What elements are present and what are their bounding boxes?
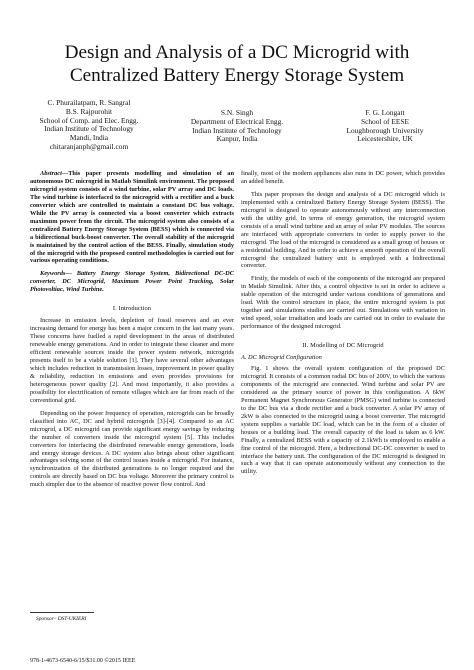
subsection-heading: A. DC Microgrid Configuration: [241, 354, 322, 362]
body-paragraph: This paper proposes the design and analysis of a DC microgrid which is implemented with a centralized Battery Energy Storage System (BESS). The microgrid is designed to operate autonomously without any interconnection with the utility grid. In terms of energy generation, the microgrid system consists of a small wind turbine and an array of solar PV modules. The sources are interfaced with appropriate converters in order to supply power to the microgrid. The load of the microgrid is considered as a small group of houses or a residential building. And in order to achieve a smooth operation of the overall microgrid the centralized battery unit is employed with a bidirectional converter.: [241, 190, 445, 270]
author-2: [162, 109, 312, 144]
keywords-label: Keywords: [40, 270, 66, 278]
body-paragraph: Depending on the power frequency of operation, microgrids can be broadly classified into AC, DC and hybrid microgrids [3]-[4]. Compared to an AC microgrid, a DC microgrid can provide significant energy savings by reducing the number of converters inside the microgrid system [5]. This includes converters for interfacing the distributed renewable energy generations, loads and energy storage devices. A DC system also brings about other significant advantages solving some of the control issues inside a microgrid. For instance, synchronization of the distributed generations is no longer required and the controls are directly based on DC bus voltage. Moreover the primary control is much simpler due to the absence of reactive power flow control. And: [30, 409, 234, 489]
author-1: [14, 99, 164, 152]
section-heading: II. Modelling of DC Microgrid: [302, 342, 384, 350]
left-column: [30, 170, 234, 494]
author-2-affiliation: Department of Electrical Engg. Indian Institute of Technology Kanpur, India: [190, 116, 284, 144]
body-paragraph: Firstly, the models of each of the components of the microgrid are prepared in Matlab Simulink. After this, a control objective is set in order to achieve a stable operation of the microgrid under various conditions of generations and load. With the control structure in place, the entire microgrid system is put together and simulations studies are carried out. Simulations with variation in wind speed, solar irradiation and loads are carried out in order to evaluate the performance of the designed microgrid.: [241, 275, 445, 331]
author-3-affiliation: School of EESE Loughborough University Leicestershire, UK: [346, 116, 424, 144]
author-2-name: S.N. Singh: [220, 108, 254, 117]
author-3-name: F. G. Longatt: [365, 108, 405, 117]
copyright-footer: 978-1-4673-6540-6/15/$31.00 ©2015 IEEE: [30, 658, 136, 664]
section-heading: I. Introduction: [112, 305, 152, 313]
author-block: [14, 99, 460, 159]
body-paragraph: finally, most of the modern appliances also runs in DC power, which provides an added benefit.: [241, 170, 445, 185]
abstract-label: Abstract: [40, 170, 62, 177]
right-column: [241, 170, 445, 481]
footnote: Sponsor– DST-UKIERI: [36, 616, 87, 622]
keywords-paragraph: [30, 270, 234, 294]
abstract-text: —This paper presents modelling and simulation of an autonomous DC microgrid in Matlab Simulink environment. The proposed microgrid system consists of a wind turbine, solar PV array and DC loads. The wind turbine is interfaced to the microgrid with a rectifier and a buck converter which are controlled to maintain a constant DC bus voltage. While the PV array is connected via a boost converter which extracts maximum power from the circuit. The microgrid system also consists of a centralized Battery Energy Storage System (BESS) which is connected via a bidirectional buck-boost converter. The overall stability of the microgrid is maintained by the control action of the BESS. Finally, simulation study of the microgrid with the proposed control methodologies is carried out for various operating conditions.: [30, 170, 234, 265]
author-1-affiliation: School of Comp. and Elec. Engg. Indian Institute of Technology Mandi, India chitaranjanph@gmail.com: [39, 115, 139, 151]
author-1-name: C. Phurailatpam, R. Sangral B.S. Rajpurohit: [47, 98, 131, 116]
abstract-paragraph: [30, 170, 234, 265]
footnote-divider: [30, 612, 94, 613]
body-paragraph: Increase in emission levels, depletion of fossil reserves and an ever increasing demand for energy has been a major concern in the last many years. These concerns have fuelled a rapid development in the areas of distributed renewable energy generations. And in order to integrate these cleaner and more efficient renewable sources inside the power system network, microgrids presents itself to be a viable solution [1]. They have several other advantages which includes reduction in transmission losses, improvement in power quality & reliability, reduction in emissions and even provides provisions for heterogeneous power quality [2]. And most importantly, it also provides a possibility for electrification of remote villages which are far from reach of the conventional grid.: [30, 317, 234, 404]
author-3: [310, 109, 460, 144]
keywords-text: — Battery Energy Storage System, Bidirectional DC-DC converter, DC Microgrid, Maximum Power Point Tracking, Solar Photovoltiac, Wind Turbine.: [30, 270, 234, 294]
body-paragraph: Fig. 1 shows the overall system configuration of the proposed DC microgrid. It consists of a common radial DC bus of 200V, to which the various components of the microgrid are connected. Wind turbine and solar PV are considered as the primary source of power in this configuration. A 6kW Permanent Magnet Synchronous Generator (PMSG) wind turbine is connected to the DC bus via a diode rectifier and a buck converter. A solar PV array of 2kW is also connected to the microgrid using a boost converter. The microgrid system supplies a variable DC load, which can be in the form of a cluster of houses or a building load. The overall capacity of the load is taken as 6 kW. Finally, a centralized BESS with a capacity of 2.1kWh is employed to enable a fine control of the microgrid. Here, a bidirectional DC-DC converter is used to interface the battery unit. The configuration of the DC microgrid is designed in such a way that it can operate autonomously without any connection to the utility.: [241, 365, 445, 476]
paper-title: Design and Analysis of a DC Microgrid with Centralized Battery Energy Storage System: [64, 42, 410, 86]
